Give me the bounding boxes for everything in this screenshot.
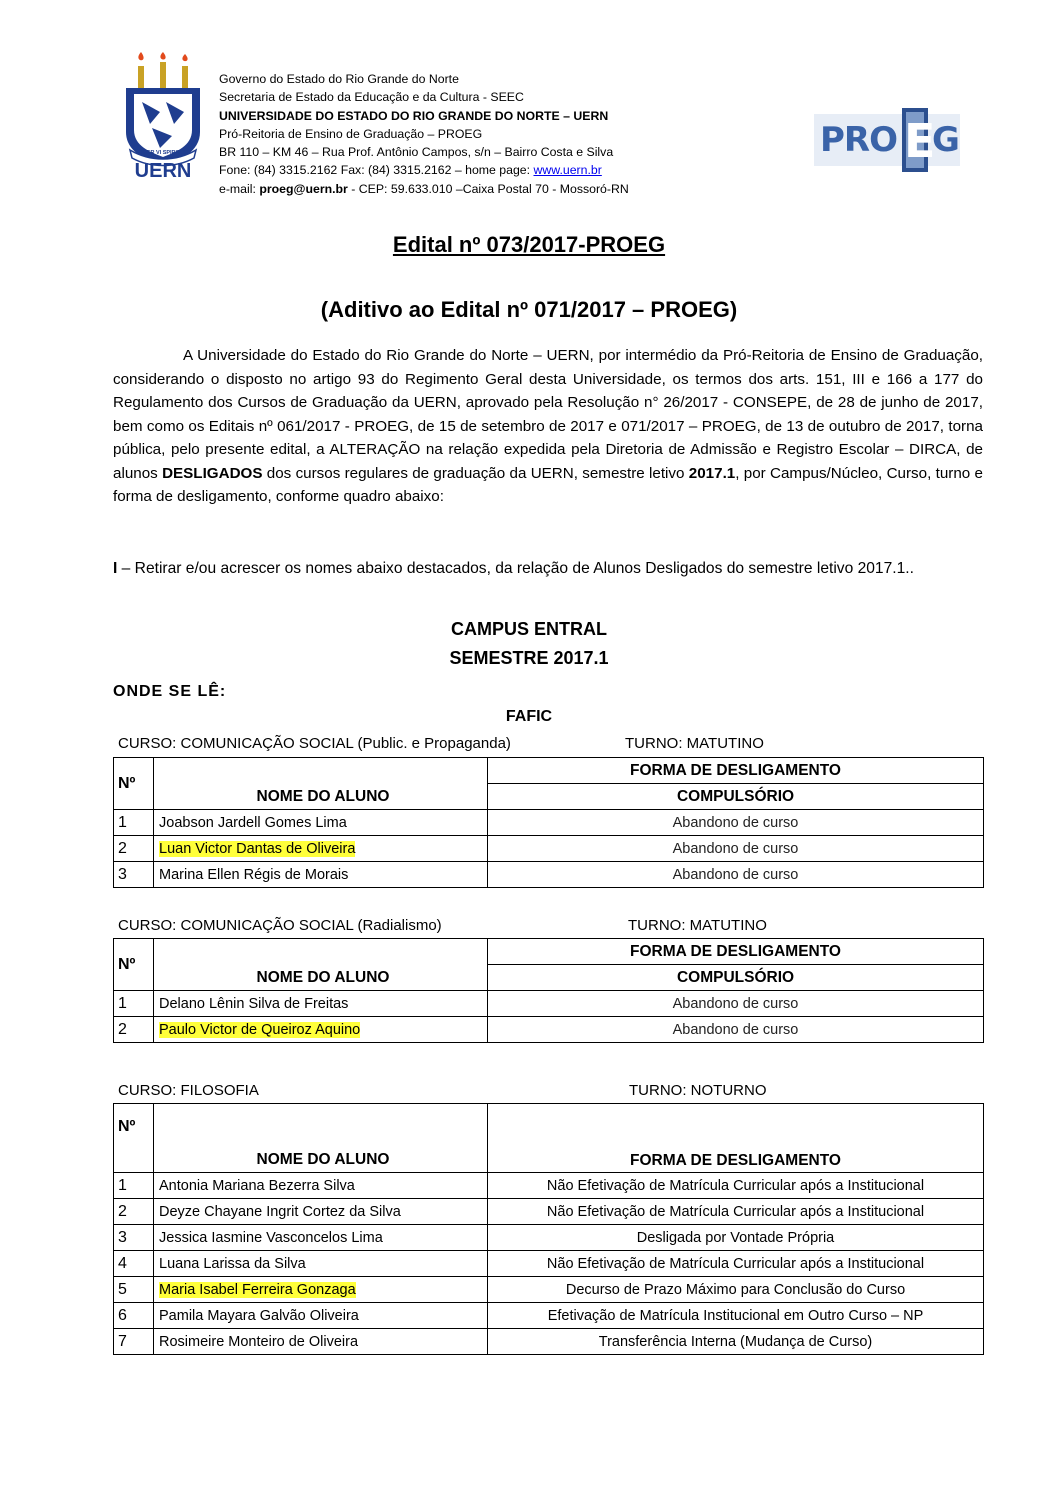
intro-paragraph <box>113 344 983 509</box>
table-row <box>114 991 984 1017</box>
row-num: 4 <box>114 1251 154 1277</box>
row-forma: Não Efetivação de Matrícula Curricular após a Institucional <box>488 1251 984 1277</box>
student-name: Marina Ellen Régis de Morais <box>159 866 349 883</box>
header-contact-line <box>219 161 629 179</box>
students-table <box>113 757 984 888</box>
header-num: Nº <box>114 758 154 810</box>
row-forma: Abandono de curso <box>488 862 984 888</box>
student-name-highlighted: Paulo Victor de Queiroz Aquino <box>159 1021 361 1038</box>
row-forma: Transferência Interna (Mudança de Curso) <box>488 1329 984 1355</box>
table-row <box>114 1225 984 1251</box>
student-name: Deyze Chayane Ingrit Cortez da Silva <box>159 1203 401 1220</box>
row-name-cell <box>154 1277 488 1303</box>
row-name-cell <box>154 810 488 836</box>
student-name: Jessica Iasmine Vasconcelos Lima <box>159 1229 383 1246</box>
row-name-cell <box>154 836 488 862</box>
header-nome: NOME DO ALUNO <box>154 1104 488 1173</box>
row-name-cell <box>154 1251 488 1277</box>
students-table <box>113 1103 984 1355</box>
header-line: Secretaria de Estado da Educação e da Cultura - SEEC <box>219 90 524 105</box>
para-part: , por Campus/Núcleo, Curso, turno e forma de desligamento, conforme quadro abaixo: <box>113 464 983 505</box>
row-forma: Abandono de curso <box>488 836 984 862</box>
header-nome: NOME DO ALUNO <box>154 939 488 991</box>
table-row <box>114 1277 984 1303</box>
email-suffix: - CEP: 59.633.010 –Caixa Postal 70 - Mossoró-RN <box>347 181 629 196</box>
crest-motto: LIBER VI SPIRITUS <box>137 150 189 156</box>
logo-text-g: G <box>932 120 960 160</box>
row-num: 1 <box>114 991 154 1017</box>
row-name-cell <box>154 1017 488 1043</box>
header-line: Pró-Reitoria de Ensino de Graduação – PROEG <box>219 126 483 141</box>
para-part: DESLIGADOS <box>162 464 263 482</box>
header-forma: FORMA DE DESLIGAMENTO <box>488 758 984 784</box>
student-name: Luana Larissa da Silva <box>159 1255 306 1272</box>
row-num: 2 <box>114 836 154 862</box>
row-num: 5 <box>114 1277 154 1303</box>
turno-label: TURNO: NOTURNO <box>629 1082 767 1099</box>
semestre-heading: SEMESTRE 2017.1 <box>449 648 609 668</box>
row-forma: Efetivação de Matrícula Institucional em Outro Curso – NP <box>488 1303 984 1329</box>
turno-label: TURNO: MATUTINO <box>628 917 767 934</box>
row-forma: Abandono de curso <box>488 1017 984 1043</box>
faculdade-heading: FAFIC <box>505 708 553 725</box>
header-compulsorio: COMPULSÓRIO <box>488 965 984 991</box>
subtitle-text: (Aditivo ao Edital nº 071/2017 – PROEG) <box>320 297 738 322</box>
row-forma: Não Efetivação de Matrícula Curricular após a Institucional <box>488 1199 984 1225</box>
homepage-link[interactable]: www.uern.br <box>533 163 602 178</box>
row-num: 3 <box>114 1225 154 1251</box>
edital-title: Edital nº 073/2017-PROEG <box>392 232 666 257</box>
institution-header <box>219 70 629 198</box>
header-nome: NOME DO ALUNO <box>154 758 488 810</box>
row-forma: Abandono de curso <box>488 991 984 1017</box>
table-row <box>114 1303 984 1329</box>
logo-text-pro: PRO <box>820 120 898 160</box>
fone-text: Fone: (84) 3315.2162 Fax: (84) 3315.2162 – home page: <box>219 163 534 178</box>
row-name-cell <box>154 862 488 888</box>
header-forma: FORMA DE DESLIGAMENTO <box>488 939 984 965</box>
row-forma: Desligada por Vontade Própria <box>488 1225 984 1251</box>
curso-label: CURSO: COMUNICAÇÃO SOCIAL (Public. e Propaganda) <box>118 735 511 752</box>
logo-text-e: E <box>904 114 936 168</box>
student-name: Rosimeire Monteiro de Oliveira <box>159 1333 359 1350</box>
header-line: UNIVERSIDADE DO ESTADO DO RIO GRANDE DO NORTE – UERN <box>219 108 609 123</box>
row-name-cell <box>154 1329 488 1355</box>
email-address: proeg@uern.br <box>259 181 348 196</box>
student-name: Joabson Jardell Gomes Lima <box>159 814 347 831</box>
row-num: 3 <box>114 862 154 888</box>
para-part: dos cursos regulares de graduação da UERN, semestre letivo <box>262 464 689 482</box>
para-part: 2017.1 <box>688 464 736 482</box>
student-name: Pamila Mayara Galvão Oliveira <box>159 1307 359 1324</box>
torch-icon <box>138 52 188 88</box>
curso-label: CURSO: FILOSOFIA <box>118 1082 259 1099</box>
header-line: Governo do Estado do Rio Grande do Norte <box>219 72 459 86</box>
student-name: Delano Lênin Silva de Freitas <box>159 995 349 1012</box>
header-num: Nº <box>114 939 154 991</box>
proeg-logo <box>812 108 962 172</box>
table-row <box>114 1251 984 1277</box>
students-table <box>113 938 984 1043</box>
row-num: 2 <box>114 1017 154 1043</box>
curso-label: CURSO: COMUNICAÇÃO SOCIAL (Radialismo) <box>118 917 442 934</box>
row-name-cell <box>154 991 488 1017</box>
row-num: 7 <box>114 1329 154 1355</box>
item-text: – Retirar e/ou acrescer os nomes abaixo destacados, da relação de Alunos Desligados do semestre letivo 2017.1.. <box>117 560 914 577</box>
header-compulsorio: COMPULSÓRIO <box>488 784 984 810</box>
student-name: Antonia Mariana Bezerra Silva <box>159 1177 355 1194</box>
row-name-cell <box>154 1303 488 1329</box>
header-email-line <box>219 180 629 198</box>
row-num: 1 <box>114 1173 154 1199</box>
table-row <box>114 1329 984 1355</box>
row-name-cell <box>154 1173 488 1199</box>
header-line: BR 110 – KM 46 – Rua Prof. Antônio Campos, s/n – Bairro Costa e Silva <box>219 145 614 160</box>
turno-label: TURNO: MATUTINO <box>625 735 764 752</box>
item-paragraph <box>113 557 983 581</box>
table-row <box>114 1017 984 1043</box>
student-name-highlighted: Maria Isabel Ferreira Gonzaga <box>159 1281 356 1298</box>
crest-text: UERN <box>134 160 192 182</box>
row-num: 1 <box>114 810 154 836</box>
table-row <box>114 1173 984 1199</box>
row-forma: Decurso de Prazo Máximo para Conclusão do Curso <box>488 1277 984 1303</box>
email-prefix: e-mail: <box>219 181 260 196</box>
para-part: A Universidade do Estado do Rio Grande do Norte – UERN, por intermédio da Pró-Reitoria de Ensino de Graduação, considerando o disposto no artigo 93 do Regimento Geral desta Universidade, os termos dos arts. 151, III e 166 a 177 do Regulamento dos Cursos de Graduação da UERN, aprovado pela Resolução n° 26/2017 - CONSEPE, de 28 de junho de 2017, bem como os Editais nº 061/2017 - PROEG, de 15 de setembro de 2017 e 071/2017 – PROEG, de 13 de outubro de 2017, <box>113 347 983 435</box>
onde-se-le-label: ONDE SE LÊ: <box>113 683 227 700</box>
header-num: Nº <box>114 1104 154 1173</box>
row-num: 2 <box>114 1199 154 1225</box>
para-part: torna pública, pelo presente edital, a ALTERAÇÃO na relação expedida pela Diretoria de Admissão e Registro Escolar – DIRCA, de alunos <box>113 417 983 482</box>
edital-subtitle <box>0 297 1058 323</box>
row-num: 6 <box>114 1303 154 1329</box>
row-name-cell <box>154 1199 488 1225</box>
student-name-highlighted: Luan Victor Dantas de Oliveira <box>159 840 356 857</box>
table-row <box>114 810 984 836</box>
campus-heading: CAMPUS ENTRAL <box>451 619 607 639</box>
row-name-cell <box>154 1225 488 1251</box>
table-row <box>114 1199 984 1225</box>
item-label: I <box>113 560 118 577</box>
header-forma: FORMA DE DESLIGAMENTO <box>488 1104 984 1173</box>
uern-crest-logo <box>120 52 206 184</box>
table-row <box>114 862 984 888</box>
row-forma: Abandono de curso <box>488 810 984 836</box>
row-forma: Não Efetivação de Matrícula Curricular após a Institucional <box>488 1173 984 1199</box>
table-row <box>114 836 984 862</box>
